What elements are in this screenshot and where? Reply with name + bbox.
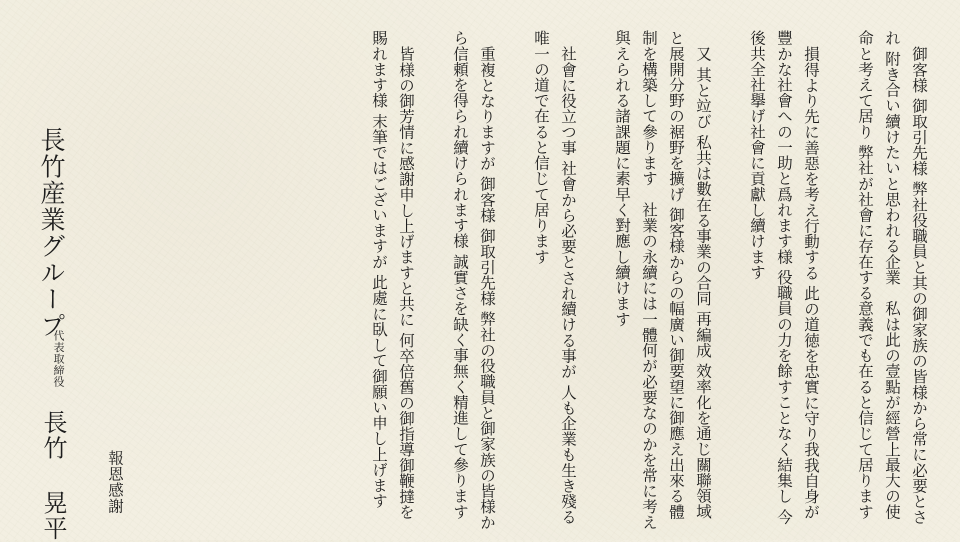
signatory-title: 代表取締役 bbox=[52, 330, 65, 388]
gratitude-phrase: 報恩感謝 bbox=[106, 450, 124, 514]
paragraph-trust: 重複となりますが 御客様 御取引先様 弊社の役職員と御家族の皆様から信頼を得られ續けられます様 誠實さを缺く事無く精進して參ります bbox=[451, 30, 496, 530]
paragraph-closing: 皆様の御芳情に感謝申し上げますと共に 何卒倍舊の御指導御鞭撻を賜れます様 末筆ではございますが 此處に臥して御願い申し上げます bbox=[370, 30, 415, 520]
signatory-name: 長竹 晃平 bbox=[39, 410, 67, 542]
company-name: 長竹産業グループ bbox=[37, 127, 66, 339]
paragraph-ethics: 損得より先に善惡を考え行動する 此の道徳を忠實に守り我我自身が豐かな社會への一助と爲れます様 役職員の力を餘すことなく結集し 今後共全社擧げ社會に貢獻し續けます bbox=[748, 30, 820, 525]
letter-body bbox=[365, 30, 932, 530]
paragraph-mission: 御客様 御取引先様 弊社役職員と其の御家族の皆様から常に必要とされ 附き合い續けたいと思われる企業 私は此の壹點が經營上最大の使命と考えて居り 弊社が社會に存在する意義でも在ると信じて居ります bbox=[856, 30, 928, 525]
paragraph-society: 社會に役立つ事 社會から必要とされ續ける事が 人も企業も生き殘る唯一の道で在ると信じて居ります bbox=[532, 30, 577, 525]
paragraph-restructuring: 又 其と竝び 私共は數在る事業の合同 再編成 效率化を通じ關聯領域と展開分野の裾野を擴げ 御客様からの幅廣い御要望に御應え出來る體制を構築して參ります 社業の永續には一體何が必要なのかを常に考え 與えられる諸課題に素早く對應し續けます bbox=[613, 30, 712, 530]
